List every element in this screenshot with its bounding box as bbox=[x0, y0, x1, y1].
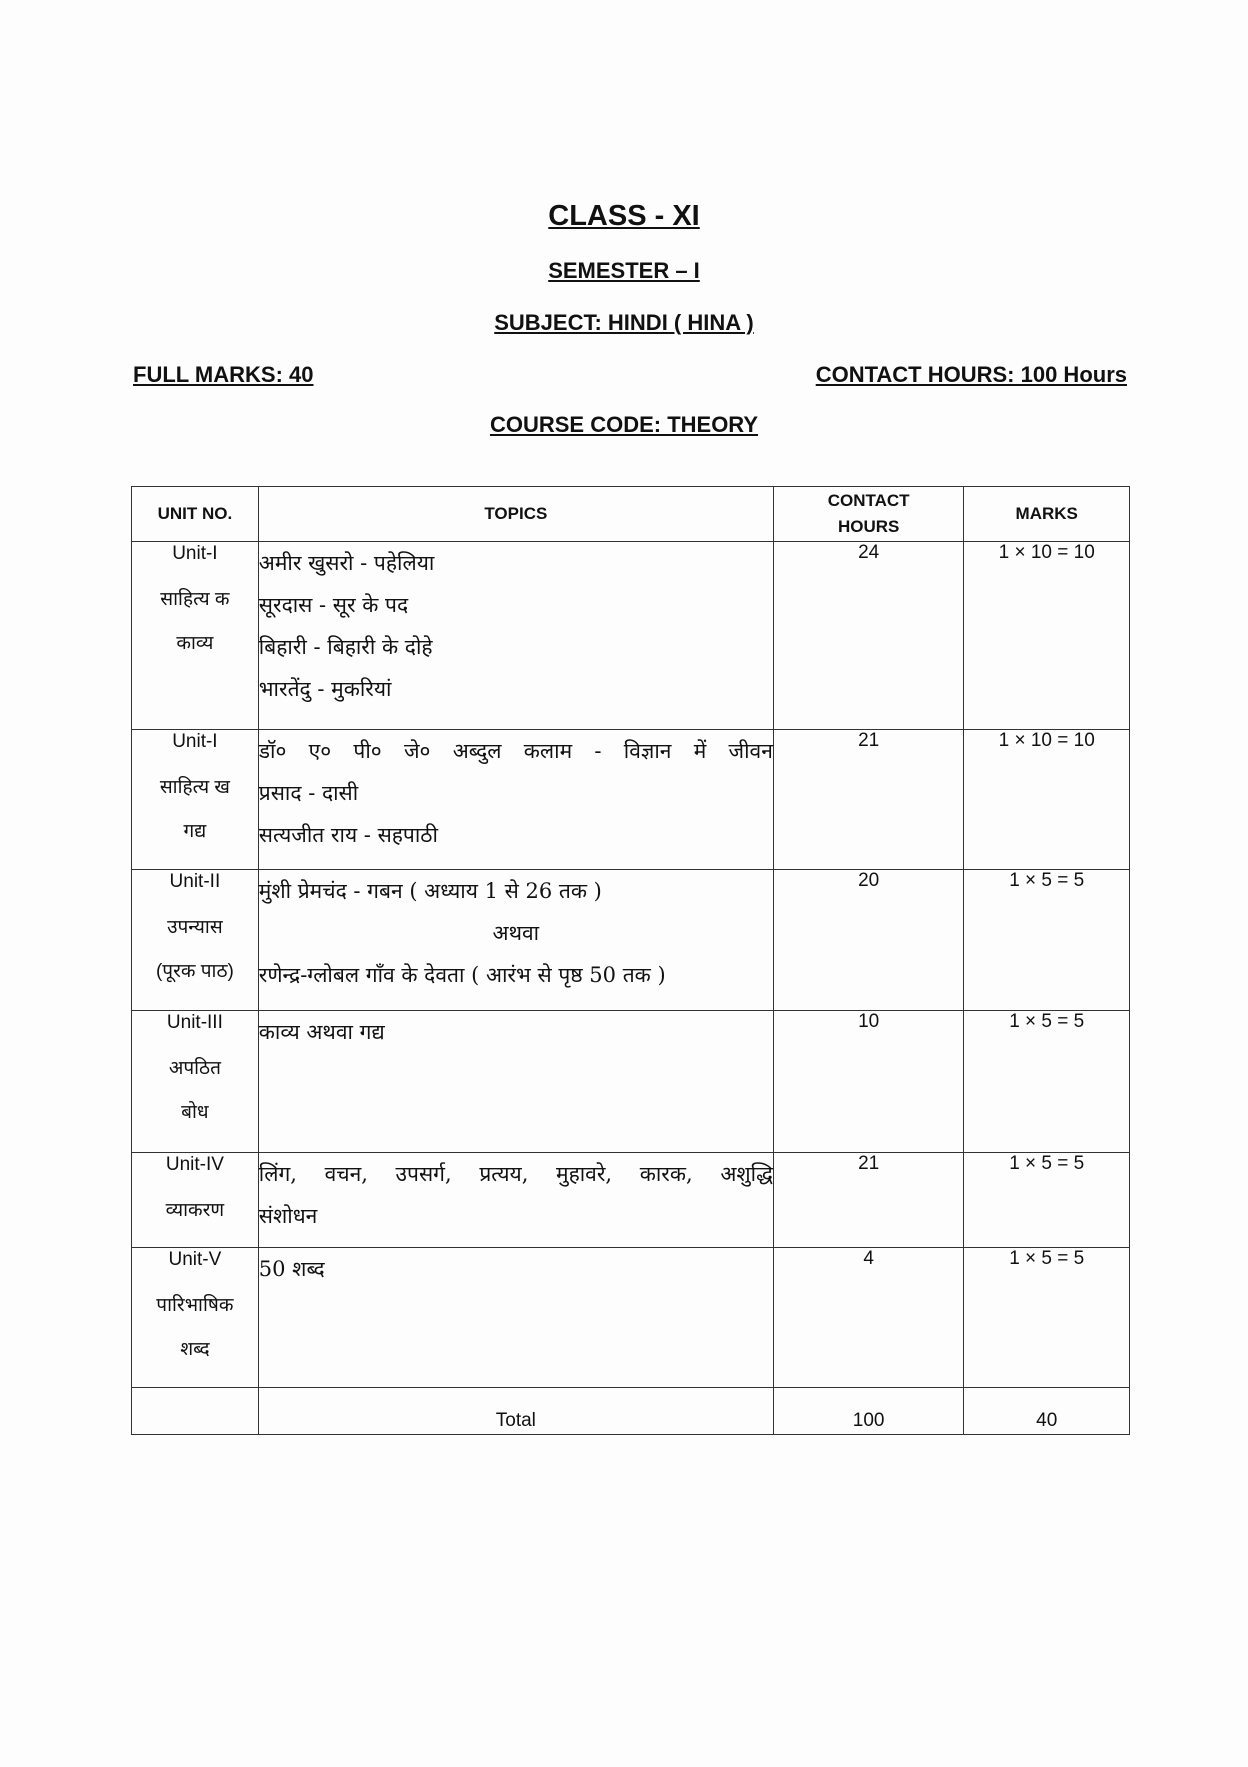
topic-line: काव्य अथवा गद्य bbox=[258, 1020, 385, 1044]
topic-line: रणेन्द्र-ग्लोबल गाँव के देवता ( आरंभ से पृष्ठ 50 तक ) bbox=[258, 963, 666, 987]
total-marks: 40 bbox=[964, 1388, 1130, 1435]
unit-name: बोध bbox=[181, 1102, 209, 1123]
table-row bbox=[132, 542, 1130, 730]
topic-line: संशोधन bbox=[258, 1204, 318, 1228]
unit-name: साहित्य क bbox=[160, 589, 230, 610]
topics-cell bbox=[258, 870, 773, 1011]
unit-name: अपठित bbox=[168, 1058, 221, 1079]
total-row bbox=[132, 1388, 1130, 1435]
unit-cell bbox=[132, 1248, 259, 1388]
unit-number: Unit-I bbox=[172, 731, 218, 752]
class-title: CLASS - XI bbox=[548, 200, 700, 232]
hours-cell: 21 bbox=[773, 1153, 964, 1248]
marks-cell: 1 × 5 = 5 bbox=[964, 1011, 1130, 1153]
table-row bbox=[132, 870, 1130, 1011]
marks-cell: 1 × 5 = 5 bbox=[964, 1248, 1130, 1388]
table-row bbox=[132, 1248, 1130, 1388]
topic-line: डॉ० ए० पी० जे० अब्दुल कलाम - विज्ञान में जीवन bbox=[258, 739, 773, 763]
hours-cell: 10 bbox=[773, 1011, 964, 1153]
hours-cell: 20 bbox=[773, 870, 964, 1011]
unit-name: व्याकरण bbox=[165, 1200, 225, 1221]
total-empty-cell bbox=[132, 1388, 259, 1435]
header-topics: TOPICS bbox=[258, 487, 773, 542]
unit-number: Unit-III bbox=[166, 1012, 223, 1033]
unit-cell bbox=[132, 1153, 259, 1248]
semester-title: SEMESTER – I bbox=[548, 258, 700, 283]
topic-line: मुंशी प्रेमचंद - गबन ( अध्याय 1 से 26 तक ) bbox=[258, 879, 602, 903]
header-marks: MARKS bbox=[964, 487, 1130, 542]
total-hours: 100 bbox=[773, 1388, 964, 1435]
marks-cell: 1 × 5 = 5 bbox=[964, 870, 1130, 1011]
unit-number: Unit-V bbox=[168, 1249, 222, 1270]
topic-line: अमीर खुसरो - पहेलिया bbox=[258, 551, 435, 575]
unit-cell bbox=[132, 870, 259, 1011]
subject-title: SUBJECT: HINDI ( HINA ) bbox=[494, 310, 754, 335]
unit-name: पारिभाषिक bbox=[156, 1295, 234, 1316]
unit-name: उपन्यास bbox=[167, 917, 223, 938]
topics-cell bbox=[258, 1011, 773, 1153]
unit-name: साहित्य ख bbox=[159, 777, 230, 798]
topic-line: बिहारी - बिहारी के दोहे bbox=[258, 635, 433, 659]
topic-line: अथवा bbox=[492, 921, 540, 945]
topic-line: प्रसाद - दासी bbox=[258, 781, 359, 805]
unit-name: काव्य bbox=[176, 633, 214, 654]
unit-name: गद्य bbox=[183, 821, 207, 842]
full-marks: FULL MARKS: 40 bbox=[133, 362, 314, 387]
topic-line: सूरदास - सूर के पद bbox=[258, 593, 409, 617]
unit-number: Unit-I bbox=[172, 543, 218, 564]
header-contact-hours bbox=[773, 487, 964, 542]
unit-cell bbox=[132, 1011, 259, 1153]
topics-cell bbox=[258, 542, 773, 730]
unit-number: Unit-II bbox=[169, 871, 221, 892]
topic-line: 50 शब्द bbox=[258, 1257, 325, 1281]
hours-cell: 24 bbox=[773, 542, 964, 730]
topics-cell bbox=[258, 1153, 773, 1248]
unit-number: Unit-IV bbox=[165, 1154, 224, 1175]
header-contact-line1: CONTACT bbox=[827, 491, 910, 510]
table-row bbox=[132, 730, 1130, 870]
unit-cell bbox=[132, 542, 259, 730]
table-header-row bbox=[132, 487, 1130, 542]
marks-cell: 1 × 10 = 10 bbox=[964, 542, 1130, 730]
contact-hours: CONTACT HOURS: 100 Hours bbox=[815, 362, 1127, 387]
topics-cell bbox=[258, 1248, 773, 1388]
topics-cell bbox=[258, 730, 773, 870]
hours-cell: 21 bbox=[773, 730, 964, 870]
header-contact-line2: HOURS bbox=[837, 517, 900, 536]
marks-cell: 1 × 5 = 5 bbox=[964, 1153, 1130, 1248]
unit-name: (पूरक पाठ) bbox=[155, 961, 234, 982]
topic-line: सत्यजीत राय - सहपाठी bbox=[258, 823, 438, 847]
unit-cell bbox=[132, 730, 259, 870]
hours-cell: 4 bbox=[773, 1248, 964, 1388]
topic-line: लिंग, वचन, उपसर्ग, प्रत्यय, मुहावरे, कारक, अशुद्धि bbox=[258, 1162, 773, 1186]
topic-line: भारतेंदु - मुकरियां bbox=[258, 677, 392, 701]
marks-cell: 1 × 10 = 10 bbox=[964, 730, 1130, 870]
header-unit: UNIT NO. bbox=[132, 487, 259, 542]
syllabus-table bbox=[131, 486, 1130, 1435]
table-row bbox=[132, 1153, 1130, 1248]
table-row bbox=[132, 1011, 1130, 1153]
unit-name: शब्द bbox=[180, 1339, 210, 1360]
course-code: COURSE CODE: THEORY bbox=[489, 412, 759, 437]
total-label: Total bbox=[258, 1388, 773, 1435]
